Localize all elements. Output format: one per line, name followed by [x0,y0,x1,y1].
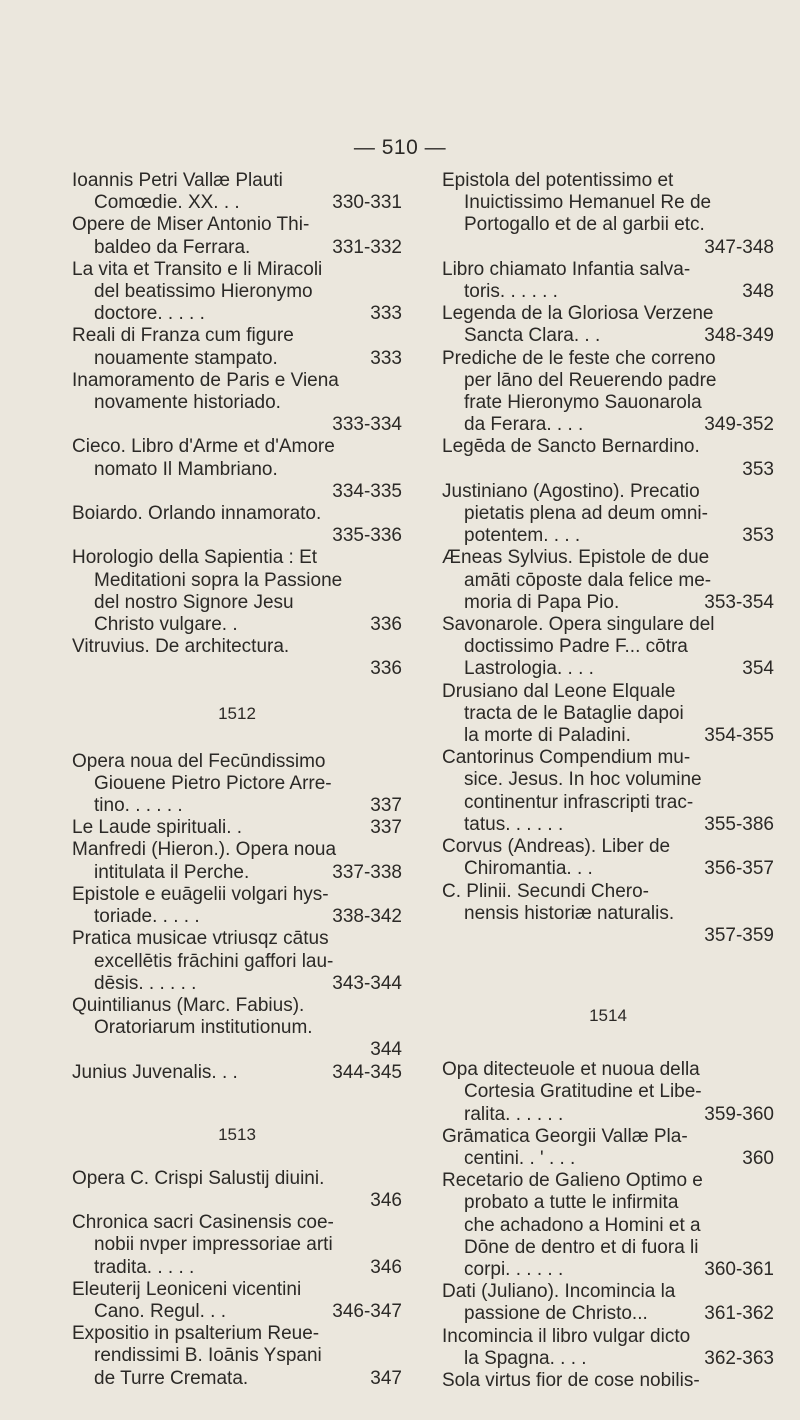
catalog-entry [72,547,402,636]
entry-text: potentem. . . . [464,525,581,547]
page-range: 333-334 [332,414,402,436]
entry-text: Inamoramento de Paris e Viena [72,369,339,391]
entry-text: da Ferara. . . . [464,414,584,436]
page-range: 333 [370,347,402,369]
catalog-entry [442,170,774,259]
entry-text: Boiardo. Orlando innamorato. [72,503,322,525]
entry-text: Christo vulgare. . [94,614,238,636]
catalog-entry [72,1323,402,1390]
entry-text: Opera C. Crispi Salustij diuini. [72,1167,325,1189]
entry-text: Incomincia il libro vulgar dicto [442,1325,691,1347]
entry-text: per lāno del Reuerendo padre [464,369,717,391]
entry-line [72,1062,402,1084]
page-range: 359-360 [704,1103,774,1125]
entry-text: Oratoriarum institutionum. [94,1017,313,1039]
page-range: 336 [370,658,402,680]
entry-text: rendissimi B. Ioānis Yspani [94,1345,322,1367]
entry-text: tradita. . . . . [94,1256,195,1278]
entry-text: Expositio in psalterium Reue- [72,1323,320,1345]
entry-line [72,614,402,636]
catalog-entry [442,1370,774,1392]
page-range: 337 [370,795,402,817]
entry-text: Giouene Pietro Pictore Arre- [94,772,332,794]
entry-text: Recetario de Galieno Optimo e [442,1170,703,1192]
entry-text: Reali di Franza cum figure [72,325,294,347]
entry-text: Sola virtus fior de cose nobilis- [442,1369,700,1391]
page-range: 353-354 [704,591,774,613]
page-range: 349-352 [704,414,774,436]
entry-text: Cano. Regul. . . [94,1300,227,1322]
entry-text: Grāmatica Georgii Vallæ Pla- [442,1125,688,1147]
entry-text: tracta de le Bataglie dapoi [464,702,684,724]
entry-text: Comœdie. XX. . . [94,192,240,214]
entry-text: pietatis plena ad deum omni- [464,503,708,525]
entry-line [72,1257,402,1279]
page-range: 343-344 [332,972,402,994]
entry-line [72,192,402,214]
page-range: 355-386 [704,813,774,835]
entry-text: Ioannis Petri Vallæ Plauti [72,170,283,191]
page-range: 334-335 [332,480,402,502]
catalog-entry [442,1059,774,1126]
page-range: 353 [742,525,774,547]
catalog-entry [72,884,402,928]
entry-text: Junius Juvenalis. . . [72,1061,238,1083]
page-range: 354-355 [704,725,774,747]
entry-text: intitulata il Perche. [94,861,250,883]
entry-line [72,303,402,325]
entry-line [442,1104,774,1126]
entry-line [442,325,774,347]
entry-text: tatus. . . . . . [464,813,564,835]
entry-text: Opa ditecteuole et nuoua della [442,1059,700,1081]
entry-text: Opere de Miser Antonio Thi- [72,214,310,236]
catalog-entry [72,503,402,547]
entry-line [442,1348,774,1370]
year-heading: 1514 [589,1006,627,1026]
catalog-entry [442,436,774,480]
page-range: 338-342 [332,906,402,928]
page-range: 360 [742,1147,774,1169]
entry-line [72,973,402,995]
left-column [72,170,402,1390]
page-range: 330-331 [332,192,402,214]
entry-text: Vitruvius. De architectura. [72,636,290,658]
entry-text: C. Plinii. Secundi Chero- [442,880,649,902]
entry-text: ralita. . . . . . [464,1103,564,1125]
entry-text: de Turre Cremata. [94,1367,249,1389]
entry-line [442,658,774,680]
page-range: 361-362 [704,1303,774,1325]
page-range: 354 [742,658,774,680]
entry-text: Pratica musicae vtriusqz cātus [72,928,329,950]
entry-text: Epistole e euāgelii volgari hys- [72,883,329,905]
entry-text: Inuictissimo Hemanuel Re de [464,192,712,214]
catalog-entry [72,995,402,1062]
entry-text: nouamente stampato. [94,347,278,369]
entry-text: Libro chiamato Infantia salva- [442,258,691,280]
entry-text: Lastrologia. . . . [464,658,594,680]
right-column [442,170,774,1392]
entry-text: nobii nvper impressoriae arti [94,1234,333,1256]
entry-text: toris. . . . . . [464,281,558,303]
entry-line [442,1148,774,1170]
page-range: 348-349 [704,325,774,347]
catalog-entry [442,481,774,548]
entry-text: sice. Jesus. In hoc volumine [464,769,702,791]
page-range: 335-336 [332,525,402,547]
entry-text: la Spagna. . . . [464,1347,587,1369]
entry-text: toriade. . . . . [94,906,200,928]
entry-text: Chronica sacri Casinensis coe- [72,1212,334,1234]
catalog-entry [72,1168,402,1212]
catalog-entry [442,1326,774,1370]
page-range: 344 [370,1039,402,1061]
catalog-entry [442,681,774,748]
catalog-entry [442,614,774,681]
entry-line [72,795,402,817]
page-number: — 510 — [353,136,447,159]
entry-text: moria di Papa Pio. [464,591,620,613]
catalog-entry [442,1126,774,1170]
catalog-entry [72,928,402,995]
entry-line [442,281,774,303]
entry-text: centini. . ' . . . [464,1147,576,1169]
entry-text: Manfredi (Hieron.). Opera noua [72,839,337,861]
entry-text: Le Laude spirituali. . [72,817,243,839]
year-heading: 1512 [218,703,256,723]
entry-text: Legēda de Sancto Bernardino. [442,436,700,458]
catalog-entry [72,817,402,839]
page-range: 353 [742,458,774,480]
entry-line [442,525,774,547]
entry-text: continentur infrascripti trac- [464,791,694,813]
entry-text: amāti cōposte dala felice me- [464,569,712,591]
page-range: 356-357 [704,858,774,880]
entry-line [442,814,774,836]
entry-text: Prediche de le feste che correno [442,347,716,369]
entry-text: Dati (Juliano). Incomincia la [442,1281,676,1303]
entry-text: del beatissimo Hieronymo [94,281,313,303]
entry-text: Meditationi sopra la Passione [94,569,343,591]
entry-text: Chiromantia. . . [464,858,593,880]
entry-text: excellētis frāchini gaffori lau- [94,950,334,972]
entry-text: tino. . . . . . [94,795,183,817]
entry-line [72,1368,402,1390]
entry-text: Sancta Clara. . . [464,325,601,347]
entry-text: la morte di Paladini. [464,725,631,747]
catalog-entry [442,836,774,880]
entry-text: Justiniano (Agostino). Precatio [442,480,700,502]
entry-line [72,237,402,259]
entry-text: nomato Il Mambriano. [94,458,278,480]
catalog-entry [442,547,774,614]
entry-text: Opera noua del Fecūndissimo [72,750,326,772]
entry-line [72,906,402,928]
entry-text: corpi. . . . . . [464,1258,564,1280]
catalog-entry [72,1062,402,1084]
entry-text: doctissimo Padre F... cōtra [464,636,688,658]
entry-text: Æneas Sylvius. Epistole de due [442,547,710,569]
catalog-entry [442,348,774,437]
page-range: 336 [370,614,402,636]
entry-line [72,348,402,370]
catalog-entry [442,747,774,836]
entry-text: La vita et Transito e li Miracoli [72,258,323,280]
entry-text: Drusiano dal Leone Elquale [442,680,676,702]
entry-line [442,1259,774,1281]
catalog-entry [442,303,774,347]
entry-line [442,725,774,747]
catalog-entry [72,259,402,326]
catalog-entry [442,1170,774,1281]
catalog-entry [72,370,402,437]
entry-text: frate Hieronymo Sauonarola [464,392,702,414]
entry-text: Corvus (Andreas). Liber de [442,836,671,858]
entry-text: baldeo da Ferrara. [94,236,251,258]
entry-text: Epistola del potentissimo et [442,170,674,191]
entry-text: del nostro Signore Jesu [94,591,294,613]
page-range: 333 [370,303,402,325]
entry-text: Cortesia Gratitudine et Libe- [464,1081,702,1103]
entry-line [442,414,774,436]
year-heading: 1513 [218,1124,256,1144]
entry-text: Quintilianus (Marc. Fabius). [72,994,305,1016]
entry-text: Cieco. Libro d'Arme et d'Amore [72,436,335,458]
entry-text: Portogallo et de al garbii etc. [464,214,705,236]
page-range: 346-347 [332,1300,402,1322]
entry-text: passione de Christo... [464,1303,648,1325]
catalog-entry [442,1281,774,1325]
entry-text: Eleuterij Leoniceni vicentini [72,1278,302,1300]
entry-text: che achadono a Homini et a [464,1214,701,1236]
page-range: 360-361 [704,1258,774,1280]
catalog-entry [72,436,402,503]
entry-text: Dōne de dentro et di fuora li [464,1236,699,1258]
catalog-entry [72,636,402,680]
catalog-entry [72,839,402,883]
catalog-entry [72,1212,402,1279]
catalog-entry [442,259,774,303]
entry-text: Cantorinus Compendium mu- [442,747,691,769]
entry-text: Horologio della Sapientia : Et [72,547,318,569]
entry-line [72,817,402,839]
page-range: 347-348 [704,236,774,258]
catalog-entry [442,881,774,948]
page-range: 357-359 [704,924,774,946]
page-range: 331-332 [332,236,402,258]
entry-line [442,1303,774,1325]
entry-line [72,1301,402,1323]
entry-text: novamente historiado. [94,392,281,414]
entry-text: Legenda de la Gloriosa Verzene [442,303,714,325]
catalog-entry [72,751,402,818]
page-range: 346 [370,1256,402,1278]
entry-text: probato a tutte le infirmita [464,1192,679,1214]
entry-text: nensis historiæ naturalis. [464,902,675,924]
page-range: 362-363 [704,1347,774,1369]
entry-line [72,862,402,884]
entry-text: Savonarole. Opera singulare del [442,614,715,636]
page-range: 347 [370,1367,402,1389]
page-range: 337-338 [332,861,402,883]
catalog-entry [72,325,402,369]
entry-line [442,858,774,880]
catalog-entry [72,214,402,258]
page-range: 348 [742,281,774,303]
catalog-entry [72,1279,402,1323]
page-range: 344-345 [332,1061,402,1083]
entry-text: dēsis. . . . . . [94,972,197,994]
catalog-entry [72,170,402,214]
page-range: 337 [370,817,402,839]
entry-text: doctore. . . . . [94,303,205,325]
page-range: 346 [370,1189,402,1211]
entry-line [442,592,774,614]
